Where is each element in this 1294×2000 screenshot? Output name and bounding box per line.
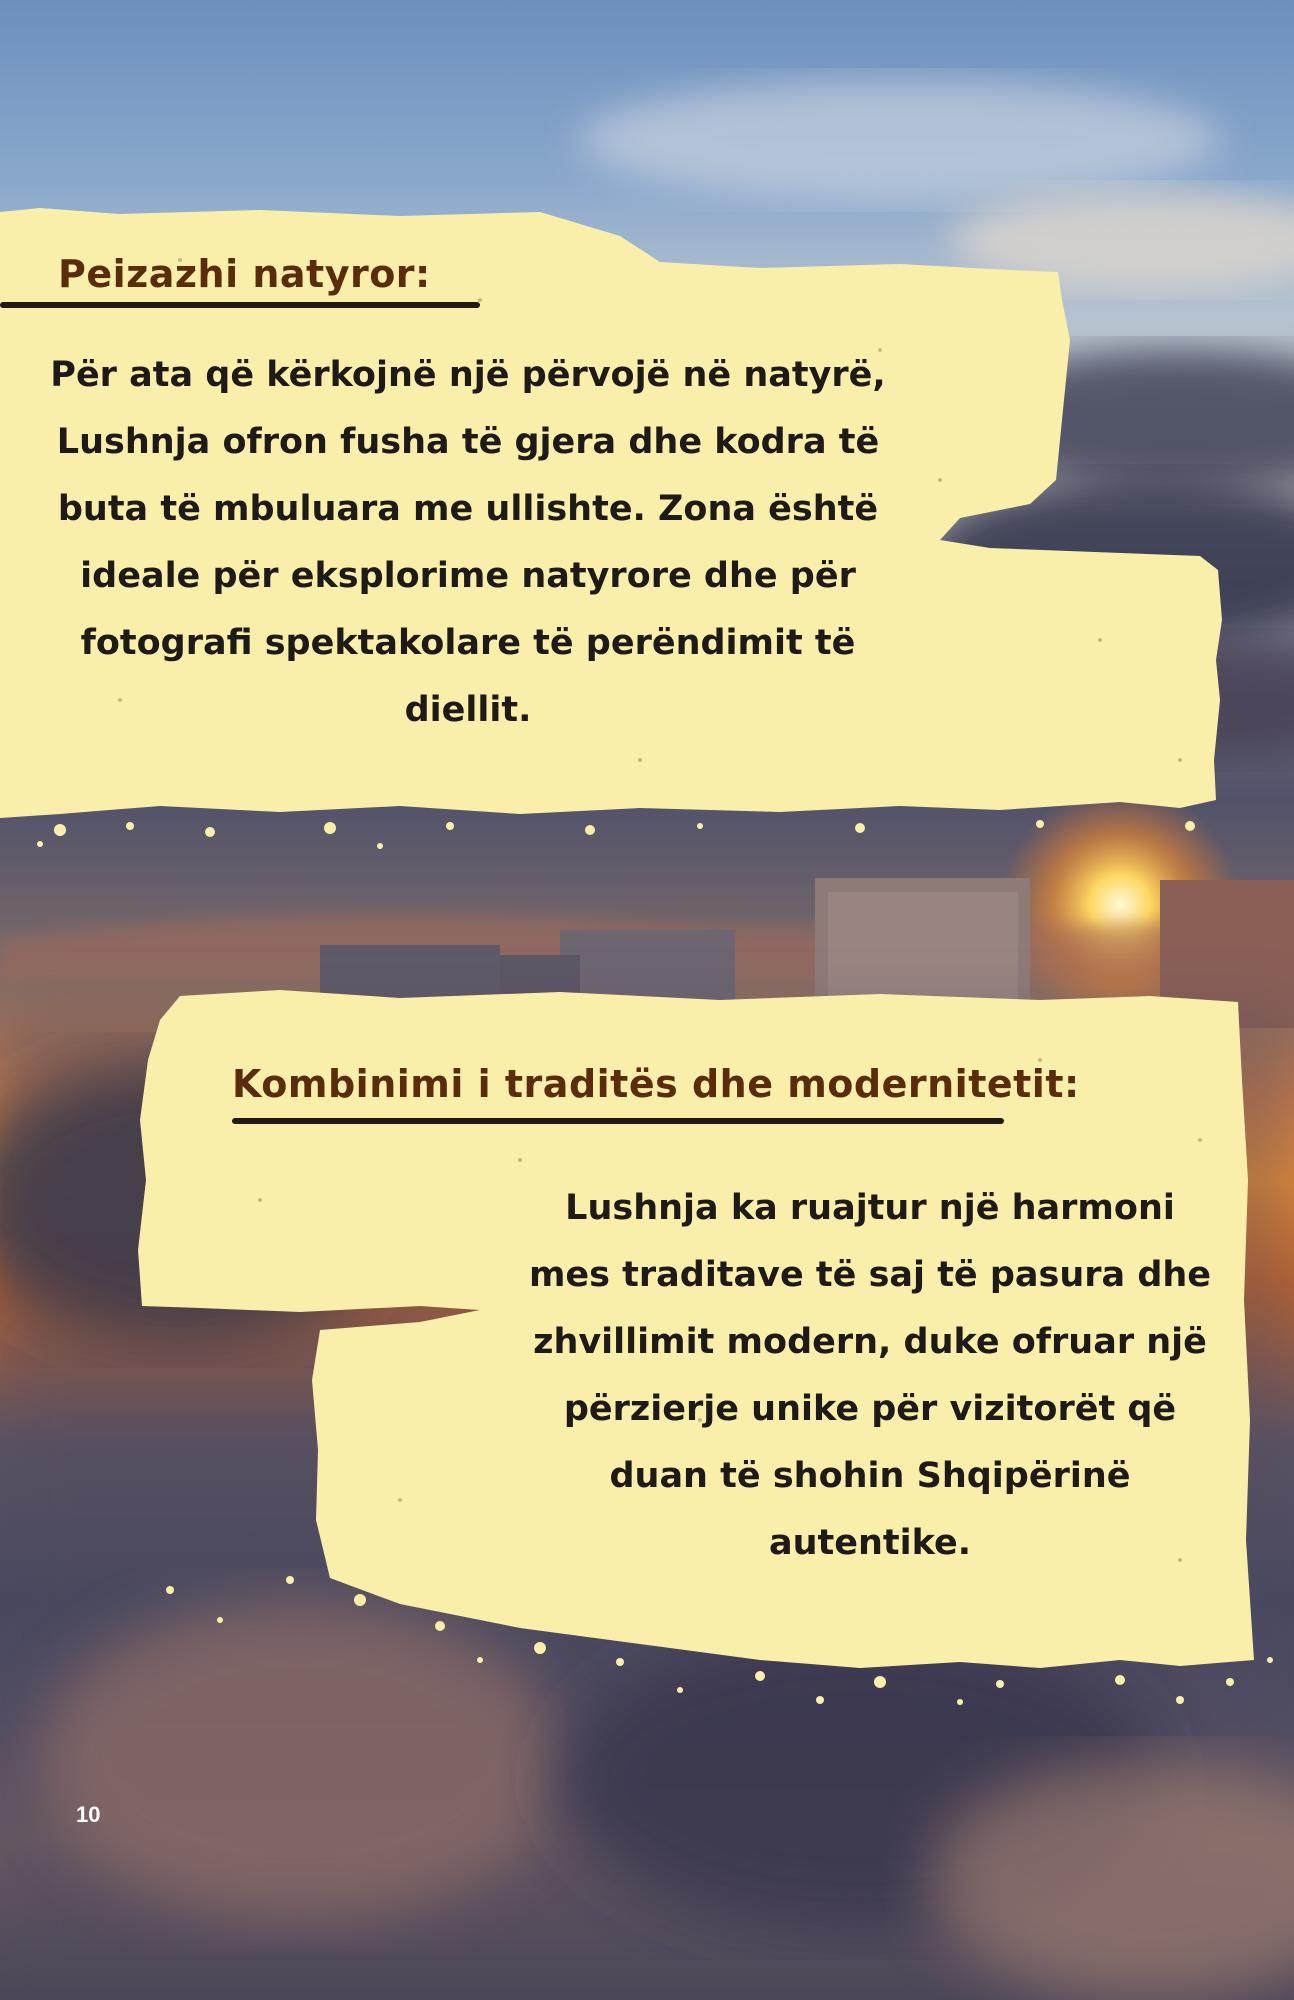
heading-underline [232,1118,1004,1124]
section-heading-tradition-modernity: Kombinimi i traditës dhe modernitetit: [232,1062,1080,1106]
section-body-landscape: Për ata që kërkojnë një përvojë në natyrë, Lushnja ofron fusha të gjera dhe kodra të buta të mbuluara me ullishte. Zona është ideale për eksplorime natyrore dhe për fotografi spektakolare të perëndimit të diellit. [50,355,886,730]
section-heading-landscape: Peizazhi natyror: [58,252,431,296]
section-body-tradition-modernity: Lushnja ka ruajtur një harmoni mes traditave të saj të pasura dhe zhvillimit modern, duke ofruar një përzierje unike për vizitorët që duan të shohin Shqipërinë autentike. [528,1188,1212,1563]
page-number: 10 [76,1802,101,1827]
heading-underline [0,302,480,308]
